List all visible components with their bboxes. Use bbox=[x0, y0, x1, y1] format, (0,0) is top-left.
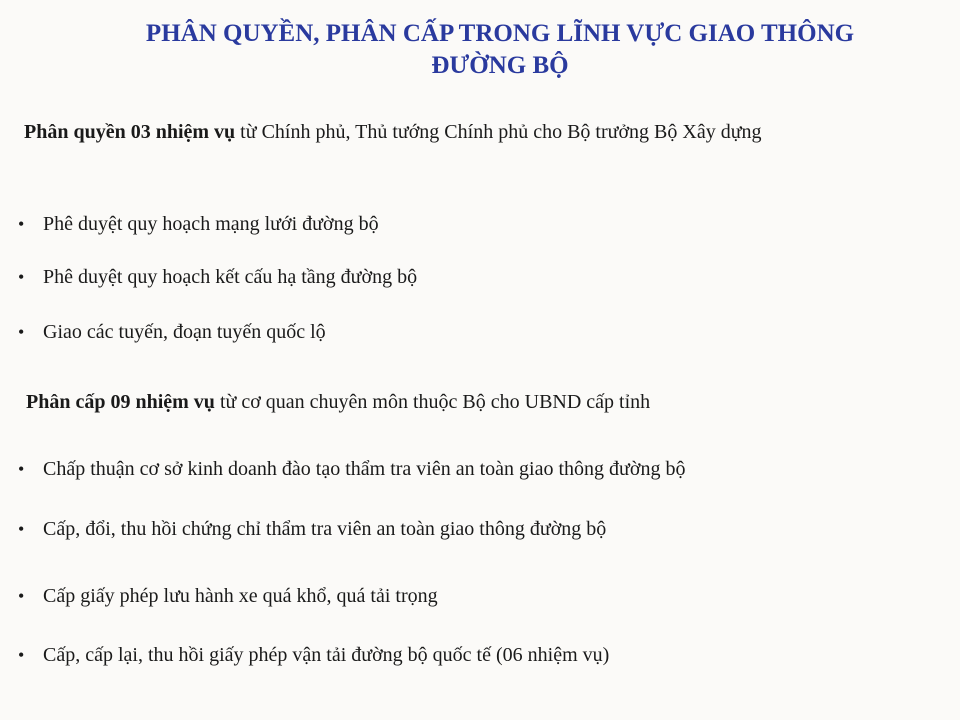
bullet-icon: • bbox=[18, 645, 25, 665]
page-title: PHÂN QUYỀN, PHÂN CẤP TRONG LĨNH VỰC GIAO THÔNG ĐƯỜNG BỘ bbox=[145, 20, 855, 79]
section1-lead-text: từ Chính phủ, Thủ tướng Chính phủ cho Bộ trưởng Bộ Xây dựng bbox=[235, 121, 762, 143]
section2-lead-text: từ cơ quan chuyên môn thuộc Bộ cho UBND cấp tỉnh bbox=[214, 391, 651, 413]
list-item bbox=[18, 584, 918, 608]
list-item bbox=[18, 212, 918, 236]
bullet-icon: • bbox=[18, 586, 25, 606]
section1-intro bbox=[24, 120, 904, 145]
list-item-text: Phê duyệt quy hoạch mạng lưới đường bộ bbox=[43, 213, 379, 235]
list-item-text: Phê duyệt quy hoạch kết cấu hạ tầng đường bộ bbox=[43, 266, 418, 288]
bullet-icon: • bbox=[18, 459, 25, 479]
list-item bbox=[18, 320, 918, 344]
list-item-text: Cấp, đổi, thu hồi chứng chỉ thẩm tra viên an toàn giao thông đường bộ bbox=[43, 518, 607, 540]
list-item bbox=[18, 517, 918, 541]
list-item-text: Cấp, cấp lại, thu hồi giấy phép vận tải đường bộ quốc tế (06 nhiệm vụ) bbox=[43, 644, 610, 666]
bullet-icon: • bbox=[18, 214, 25, 234]
bullet-icon: • bbox=[18, 519, 25, 539]
list-item bbox=[18, 457, 918, 481]
list-item bbox=[18, 643, 918, 667]
section2-lead-bold: Phân cấp 09 nhiệm vụ bbox=[26, 391, 215, 413]
section2-intro bbox=[26, 390, 906, 415]
bullet-icon: • bbox=[18, 267, 25, 287]
list-item-text: Cấp giấy phép lưu hành xe quá khổ, quá tải trọng bbox=[43, 585, 438, 607]
bullet-icon: • bbox=[18, 322, 25, 342]
section1-lead-bold: Phân quyền 03 nhiệm vụ bbox=[24, 121, 236, 143]
list-item bbox=[18, 265, 918, 289]
list-item-text: Chấp thuận cơ sở kinh doanh đào tạo thẩm tra viên an toàn giao thông đường bộ bbox=[43, 458, 686, 480]
list-item-text: Giao các tuyến, đoạn tuyến quốc lộ bbox=[43, 321, 326, 343]
